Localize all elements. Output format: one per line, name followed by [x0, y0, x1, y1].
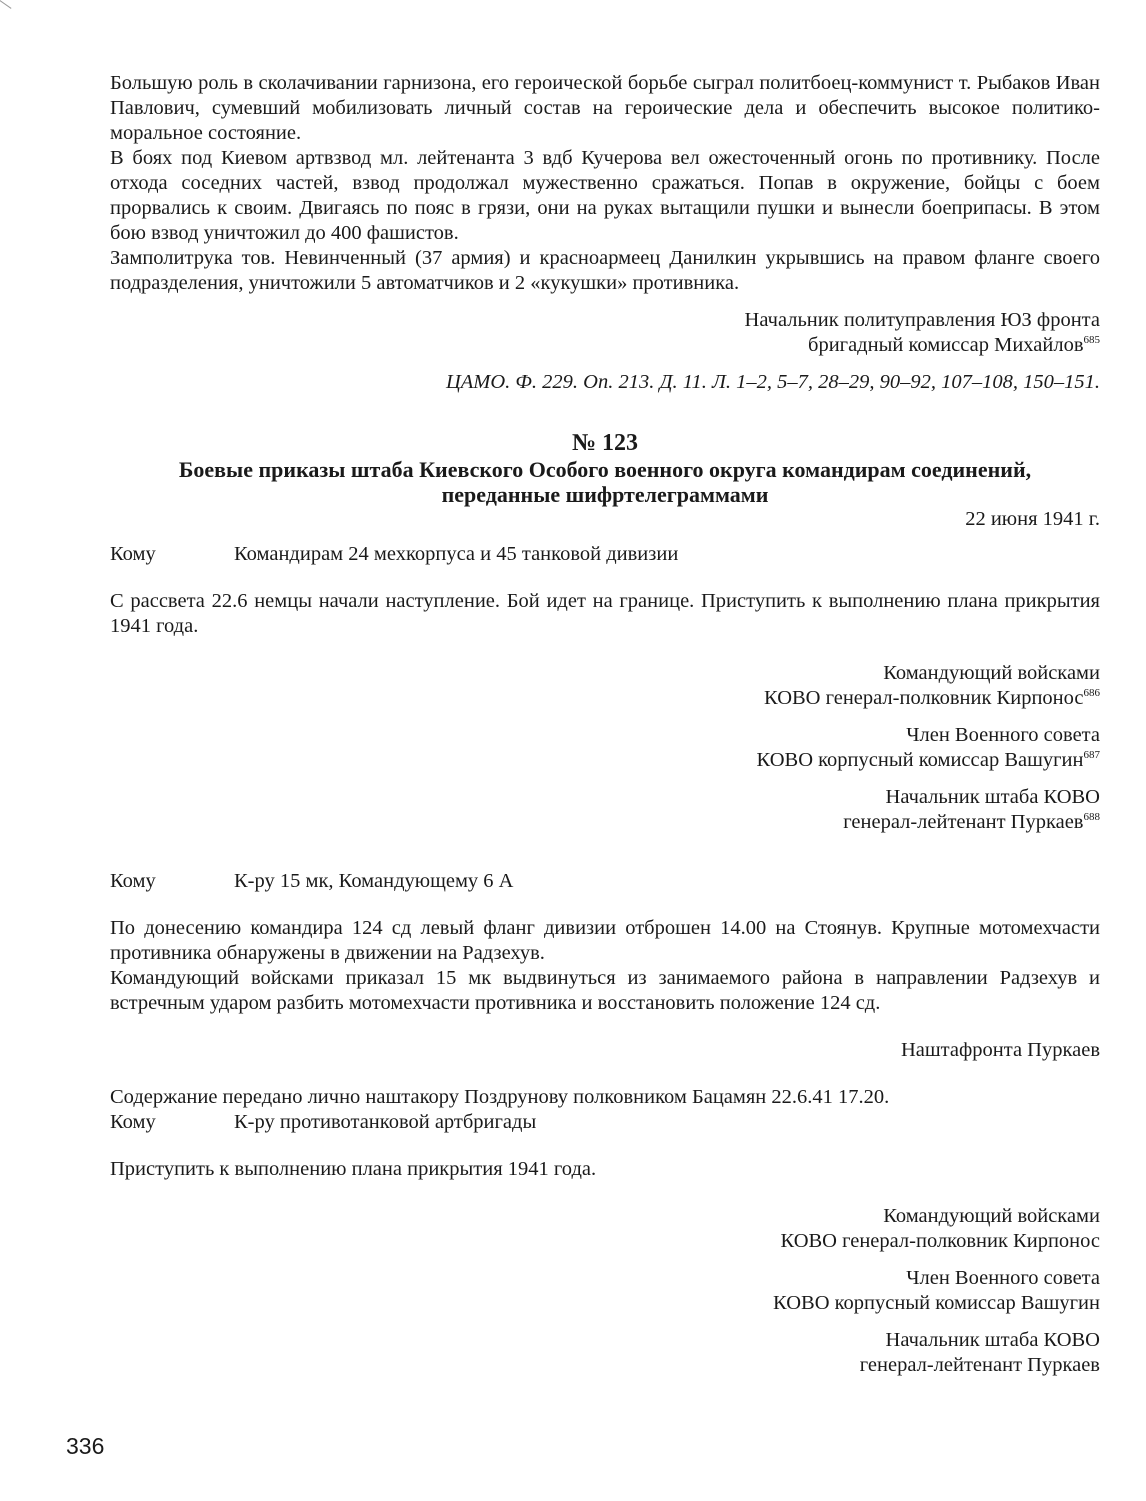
order-1-sig1-name: КОВО генерал-полковник Кирпонос$^{686}$ [764, 687, 1100, 709]
footnote-ref: 685 [1083, 334, 1100, 347]
footnote-ref: 686 [1083, 687, 1100, 700]
recipient-value: Командирам 24 мехкорпуса и 45 танковой дивизии [234, 543, 679, 565]
order-2-paragraph-2: Командующий войсками приказал 15 мк выдвинуться из занимаемого района в направлении Радзехув и встречным ударом разбить мотомехчасти противника и восстановить положение 124 сд. [110, 967, 1100, 1014]
document-title-line-1: Боевые приказы штаба Киевского Особого военного округа командирам соединений, [178, 457, 1032, 482]
intro-paragraph-1: Большую роль в сколачивании гарнизона, его героической борьбе сыграл политбоец-коммунист т. Рыбаков Иван Павлович, сумевший мобилизовать личный состав на героические дела и обеспечить высокое политико-моральное состояние. [110, 72, 1100, 144]
recipient-label: Кому [110, 870, 156, 892]
document-title-line-2: переданные шифртелеграммами [441, 482, 769, 507]
order-3-sig2-title: Член Военного совета [906, 1267, 1100, 1289]
order-1-sig2-name: КОВО корпусный комиссар Вашугин$^{687}$ [756, 749, 1100, 771]
page-number: 336 [66, 1433, 105, 1459]
order-3-sig1-title: Командующий войсками [883, 1205, 1100, 1227]
order-1-sig3-title: Начальник штаба КОВО [885, 786, 1100, 808]
recipient-value: К-ру противотанковой артбригады [234, 1111, 537, 1133]
order-1-text: С рассвета 22.6 немцы начали наступление. Бой идет на границе. Приступить к выполнению плана прикрытия 1941 года. [110, 590, 1100, 637]
order-1-sig2-title: Член Военного совета [906, 724, 1100, 746]
recipient-label: Кому [110, 543, 156, 565]
page-corner-mark [0, 0, 11, 20]
page-body [110, 71, 1100, 1378]
order-2-recipient [110, 869, 1100, 894]
footnote-ref: 688 [1083, 811, 1100, 824]
intro-signature-title: Начальник политуправления ЮЗ фронта [744, 309, 1100, 331]
order-2-transmission-note: Содержание передано лично наштакору Поздрунову полковником Бацамян 22.6.41 17.20. [110, 1086, 890, 1108]
recipient-label: Кому [110, 1111, 156, 1133]
order-3-sig2-name: КОВО корпусный комиссар Вашугин [773, 1292, 1100, 1314]
order-3-sig3-name: генерал-лейтенант Пуркаев [859, 1354, 1100, 1376]
document-number: № 123 [571, 430, 639, 456]
archive-source: ЦАМО. Ф. 229. Оп. 213. Д. 11. Л. 1–2, 5–7, 28–29, 90–92, 107–108, 150–151. [445, 371, 1100, 393]
order-1-sig3-name: генерал-лейтенант Пуркаев$^{688}$ [843, 811, 1100, 833]
intro-paragraph-3: Замполитрука тов. Невинченный (37 армия) и красноармеец Данилкин укрывшись на правом фланге своего подразделения, уничтожили 5 автоматчиков и 2 «кукушки» противника. [110, 247, 1100, 294]
order-1-sig1-title: Командующий войсками [883, 662, 1100, 684]
document-date: 22 июня 1941 г. [965, 508, 1100, 530]
order-1-recipient [110, 542, 1100, 567]
recipient-value: К-ру 15 мк, Командующему 6 А [234, 870, 514, 892]
intro-paragraph-2: В боях под Киевом артвзвод мл. лейтенанта 3 вдб Кучерова вел ожесточенный огонь по противнику. После отхода соседних частей, взвод продолжал мужественно сражаться. Попав в окружение, бойцы с боем прорвались к своим. Двигаясь по пояс в грязи, они на руках вытащили пушки и вынесли боеприпасы. В этом бою взвод уничтожил до 400 фашистов. [110, 147, 1100, 244]
order-3-text: Приступить к выполнению плана прикрытия 1941 года. [110, 1158, 597, 1180]
order-3-recipient [110, 1110, 1100, 1135]
order-3-sig1-name: КОВО генерал-полковник Кирпонос [780, 1230, 1100, 1252]
order-2-paragraph-1: По донесению командира 124 сд левый фланг дивизии отброшен 14.00 на Стоянув. Крупные мотомехчасти противника обнаружены в движении на Радзехув. [110, 917, 1100, 964]
footnote-ref: 687 [1083, 749, 1100, 762]
order-2-signature: Наштафронта Пуркаев [900, 1039, 1100, 1061]
intro-signature-name: бригадный комиссар Михайлов$^{685}$ [808, 334, 1100, 356]
order-3-sig3-title: Начальник штаба КОВО [885, 1329, 1100, 1351]
